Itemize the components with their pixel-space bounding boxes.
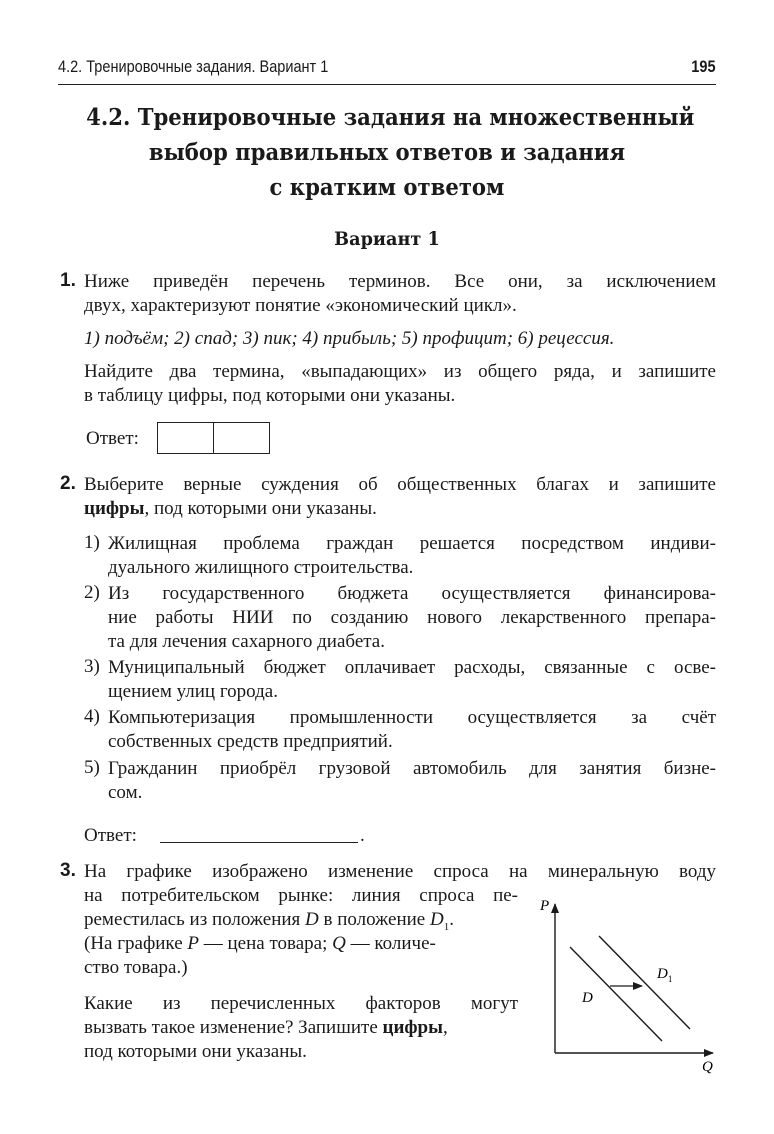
task-text — [84, 932, 436, 956]
answer-cell[interactable] — [213, 423, 269, 453]
list-item: Из государственного бюджета осуществляется финансирова- — [108, 583, 716, 604]
task-number: 1. — [60, 270, 76, 291]
page-number: 195 — [691, 58, 716, 76]
curve-label-d1-name: D — [657, 966, 668, 982]
symbol-p: P — [187, 933, 199, 954]
text-span: — количе- — [345, 933, 436, 954]
task-question: Какие из перечисленных факторов могут — [84, 993, 518, 1014]
list-item: ние работы НИИ по созданию нового лекарственного препара- — [108, 607, 716, 628]
task-instruction: Найдите два термина, «выпадающих» из общего ряда, и запишите — [84, 361, 716, 382]
x-axis-label: Q — [702, 1059, 713, 1075]
task-text: На графике изображено изменение спроса на минеральную воду — [84, 861, 716, 882]
symbol-d1: D — [429, 909, 444, 930]
text-span: в положение — [318, 909, 430, 930]
list-item: собственных средств предприятий. — [108, 731, 393, 752]
list-item-number: 3) — [84, 656, 100, 677]
running-head-section: 4.2. Тренировочные задания. Вариант 1 — [58, 58, 329, 76]
answer-label: Ответ: — [86, 428, 139, 449]
bold-keyword: цифры — [382, 1017, 443, 1038]
task-text: на потребительском рынке: линия спроса пе- — [84, 885, 518, 906]
variant-title: Вариант 1 — [334, 228, 440, 250]
y-axis-label: P — [540, 898, 550, 914]
task-text: Ниже приведён перечень терминов. Все они, за исключением — [84, 271, 716, 292]
answer-box[interactable] — [157, 422, 270, 454]
text-span: (На графике — [84, 933, 188, 954]
subscript: 1 — [443, 920, 450, 933]
task-text: ство товара.) — [84, 957, 188, 978]
answer-label: Ответ: — [84, 825, 137, 846]
term-list: 1) подъём; 2) спад; 3) пик; 4) прибыль; 5) профицит; 6) рецессия. — [84, 328, 615, 349]
task-question: под которыми они указаны. — [84, 1041, 307, 1062]
text-span: — цена товара; — [199, 933, 333, 954]
list-item: Муниципальный бюджет оплачивает расходы, связанные с осве- — [108, 657, 716, 678]
task-number: 3. — [60, 860, 76, 881]
task-number: 2. — [60, 473, 76, 494]
demand-shift-chart — [530, 890, 730, 1080]
chapter-title — [60, 100, 714, 205]
curve-label-d1 — [656, 966, 672, 984]
task-question — [84, 1016, 448, 1040]
demand-curve-d1 — [599, 936, 690, 1029]
text-span: реместилась из положения — [84, 909, 306, 930]
chapter-title-line: выбор правильных ответов и задания — [148, 139, 626, 166]
answer-end: . — [360, 825, 365, 846]
list-item: дуального жилищного строительства. — [108, 557, 414, 578]
chapter-title-line: с кратким ответом — [269, 174, 505, 201]
text-span: вызвать такое изменение? Запишите — [84, 1017, 383, 1038]
list-item-number: 1) — [84, 532, 100, 553]
curve-label-d1-subscript: 1 — [667, 974, 673, 984]
symbol-q: Q — [332, 933, 346, 954]
running-head — [58, 54, 716, 85]
task-text-rest: , под которыми они указаны. — [144, 498, 377, 519]
list-item: та для лечения сахарного диабета. — [108, 631, 385, 652]
list-item: Компьютеризация промышленности осуществляется за счёт — [108, 707, 716, 728]
answer-cell[interactable] — [158, 423, 213, 453]
list-item-number: 2) — [84, 582, 100, 603]
list-item: щением улиц города. — [108, 681, 278, 702]
list-item: Жилищная проблема граждан решается посредством индиви- — [108, 533, 716, 554]
list-item: сом. — [108, 782, 143, 803]
list-item: Гражданин приобрёл грузовой автомобиль для занятия бизне- — [108, 758, 716, 779]
task-text: Выберите верные суждения об общественных благах и запишите — [84, 474, 716, 495]
list-item-number: 5) — [84, 757, 100, 778]
list-item-number: 4) — [84, 706, 100, 727]
text-span: , — [442, 1017, 448, 1038]
task-text — [84, 497, 377, 521]
task-text: двух, характеризуют понятие «экономический цикл». — [84, 295, 517, 316]
bold-keyword: цифры — [84, 498, 145, 519]
task-instruction: в таблицу цифры, под которыми они указаны. — [84, 385, 456, 406]
text-span: . — [449, 909, 454, 930]
symbol-d: D — [305, 909, 319, 930]
curve-label-d: D — [582, 990, 593, 1006]
chapter-title-line: 4.2. Тренировочные задания на множественный — [86, 104, 695, 131]
answer-line[interactable] — [160, 842, 358, 843]
